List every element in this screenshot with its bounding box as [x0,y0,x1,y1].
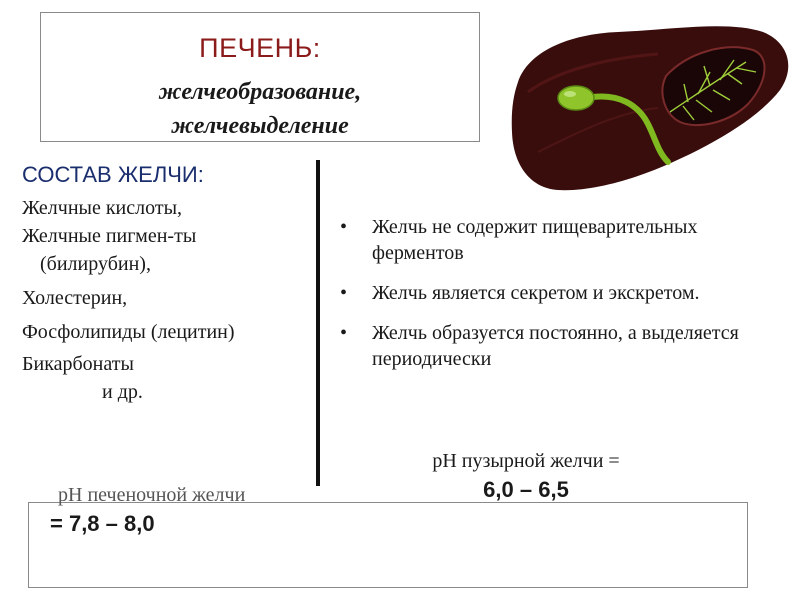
bullet-icon: • [340,216,348,238]
subtitle-line-1: желчеобразование, [158,79,362,105]
composition-item: Желчные кислоты, [22,197,183,219]
page-title: ПЕЧЕНЬ: [199,33,321,63]
column-divider [316,160,320,486]
bullet-text: Желчь образуется постоянно, а выделяется периодически [372,322,739,370]
composition-item: и др. [102,381,143,403]
bladder-ph [376,450,676,503]
subtitle-line-2: желчевыделение [171,113,349,139]
bullet-icon: • [340,282,348,304]
liver-ph-label: pH печеночной желчи [58,484,246,506]
liver-illustration [498,12,798,197]
composition-item: Бикарбонаты [22,353,134,375]
liver-ph-value: = 7,8 – 8,0 [50,511,155,536]
composition-item: (билирубин), [40,253,151,275]
list-item [340,280,780,306]
bullet-text: Желчь не содержит пищеварительных ферментов [372,216,698,264]
page-subtitle [41,75,479,143]
composition-item: Фосфолипиды (лецитин) [22,321,235,343]
list-item [340,320,780,372]
gallbladder [558,86,594,110]
composition-item: Холестерин, [22,287,128,309]
bullet-icon: • [340,322,348,344]
list-item [340,214,780,266]
bladder-ph-value: 6,0 – 6,5 [483,477,569,502]
bladder-ph-label: pH пузырной желчи = [432,450,620,472]
title-box [40,12,480,142]
bile-facts-list [340,214,780,386]
bullet-text: Желчь является секретом и экскретом. [372,282,700,304]
bile-composition [22,162,322,406]
composition-heading: СОСТАВ ЖЕЛЧИ: [22,162,204,187]
composition-item: Желчные пигмен-ты [22,225,197,247]
